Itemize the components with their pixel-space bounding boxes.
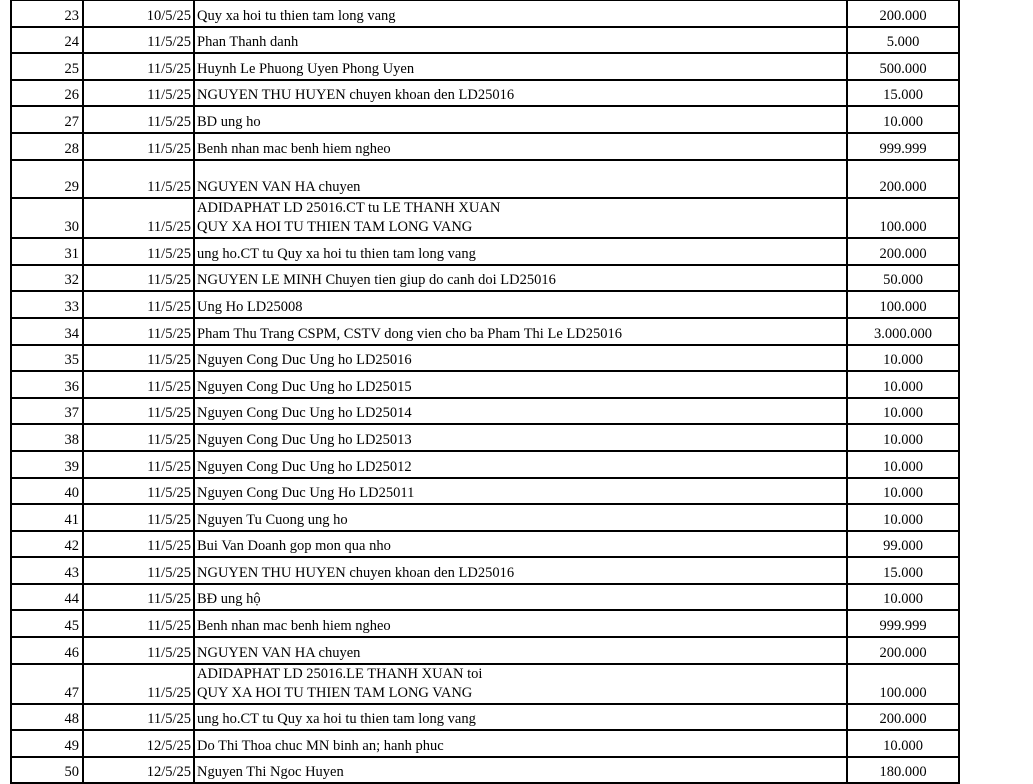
row-number-cell: 47 bbox=[11, 664, 83, 704]
description-line: Nguyen Thi Ngoc Huyen bbox=[197, 764, 344, 781]
date-cell: 11/5/25 bbox=[83, 198, 194, 238]
table-row bbox=[11, 0, 959, 27]
date-cell: 11/5/25 bbox=[83, 133, 194, 160]
amount-cell: 10.000 bbox=[847, 106, 959, 133]
amount-cell: 10.000 bbox=[847, 398, 959, 425]
description-cell bbox=[194, 757, 847, 784]
table-row bbox=[11, 27, 959, 54]
amount-cell: 200.000 bbox=[847, 637, 959, 664]
table-row bbox=[11, 198, 959, 238]
description-line: Benh nhan mac benh hiem ngheo bbox=[197, 140, 391, 157]
amount-cell: 200.000 bbox=[847, 160, 959, 199]
description-line: ung ho.CT tu Quy xa hoi tu thien tam long vang bbox=[197, 711, 476, 728]
table-row bbox=[11, 238, 959, 265]
table-row bbox=[11, 757, 959, 784]
description-line: Nguyen Cong Duc Ung ho LD25014 bbox=[197, 405, 412, 422]
row-number-cell: 30 bbox=[11, 198, 83, 238]
amount-cell: 15.000 bbox=[847, 80, 959, 107]
table-row bbox=[11, 133, 959, 160]
row-number-cell: 23 bbox=[11, 0, 83, 27]
row-number-cell: 26 bbox=[11, 80, 83, 107]
description-line: BD ung ho bbox=[197, 113, 261, 130]
table-row bbox=[11, 160, 959, 199]
description-cell bbox=[194, 584, 847, 611]
table-row bbox=[11, 345, 959, 372]
row-number-cell: 49 bbox=[11, 730, 83, 757]
row-number-cell: 36 bbox=[11, 371, 83, 398]
amount-cell: 100.000 bbox=[847, 198, 959, 238]
description-line: NGUYEN THU HUYEN chuyen khoan den LD25016 bbox=[197, 87, 515, 104]
date-cell: 11/5/25 bbox=[83, 371, 194, 398]
description-line: Pham Thu Trang CSPM, CSTV dong vien cho ba Pham Thi Le LD25016 bbox=[197, 325, 622, 342]
description-line: NGUYEN VAN HA chuyen bbox=[197, 179, 361, 196]
amount-cell: 10.000 bbox=[847, 451, 959, 478]
date-cell: 11/5/25 bbox=[83, 584, 194, 611]
date-cell: 11/5/25 bbox=[83, 53, 194, 80]
description-line: Nguyen Cong Duc Ung ho LD25015 bbox=[197, 378, 412, 395]
description-line: QUY XA HOI TU THIEN TAM LONG VANG bbox=[197, 684, 473, 701]
amount-cell: 999.999 bbox=[847, 133, 959, 160]
table-row bbox=[11, 318, 959, 345]
description-line: NGUYEN VAN HA chuyen bbox=[197, 644, 361, 661]
date-cell: 11/5/25 bbox=[83, 238, 194, 265]
description-cell bbox=[194, 345, 847, 372]
row-number-cell: 42 bbox=[11, 531, 83, 558]
table-row bbox=[11, 584, 959, 611]
description-line: Nguyen Tu Cuong ung ho bbox=[197, 511, 348, 528]
description-cell bbox=[194, 730, 847, 757]
amount-cell: 200.000 bbox=[847, 704, 959, 731]
row-number-cell: 38 bbox=[11, 424, 83, 451]
date-cell: 11/5/25 bbox=[83, 106, 194, 133]
row-number-cell: 41 bbox=[11, 504, 83, 531]
description-cell bbox=[194, 318, 847, 345]
amount-cell: 100.000 bbox=[847, 664, 959, 704]
description-line: Nguyen Cong Duc Ung ho LD25016 bbox=[197, 352, 412, 369]
description-cell bbox=[194, 133, 847, 160]
description-cell bbox=[194, 106, 847, 133]
table-row bbox=[11, 730, 959, 757]
description-cell bbox=[194, 610, 847, 637]
row-number-cell: 27 bbox=[11, 106, 83, 133]
amount-cell: 15.000 bbox=[847, 557, 959, 584]
row-number-cell: 39 bbox=[11, 451, 83, 478]
description-line: Do Thi Thoa chuc MN binh an; hanh phuc bbox=[197, 737, 444, 754]
row-number-cell: 44 bbox=[11, 584, 83, 611]
description-cell bbox=[194, 198, 847, 238]
description-line: Huynh Le Phuong Uyen Phong Uyen bbox=[197, 60, 415, 77]
amount-cell: 10.000 bbox=[847, 371, 959, 398]
table-row bbox=[11, 504, 959, 531]
description-line: Bui Van Doanh gop mon qua nho bbox=[197, 538, 391, 555]
table-row bbox=[11, 637, 959, 664]
description-cell bbox=[194, 371, 847, 398]
table-row bbox=[11, 371, 959, 398]
date-cell: 11/5/25 bbox=[83, 664, 194, 704]
date-cell: 11/5/25 bbox=[83, 637, 194, 664]
ledger-body bbox=[11, 0, 959, 783]
table-row bbox=[11, 664, 959, 704]
description-line: NGUYEN LE MINH Chuyen tien giup do canh doi LD25016 bbox=[197, 272, 556, 289]
date-cell: 11/5/25 bbox=[83, 398, 194, 425]
description-cell bbox=[194, 80, 847, 107]
description-cell bbox=[194, 265, 847, 292]
date-cell: 11/5/25 bbox=[83, 557, 194, 584]
description-line: Ung Ho LD25008 bbox=[197, 298, 303, 315]
date-cell: 11/5/25 bbox=[83, 531, 194, 558]
row-number-cell: 35 bbox=[11, 345, 83, 372]
amount-cell: 10.000 bbox=[847, 504, 959, 531]
date-cell: 11/5/25 bbox=[83, 27, 194, 54]
table-row bbox=[11, 265, 959, 292]
amount-cell: 200.000 bbox=[847, 0, 959, 27]
amount-cell: 100.000 bbox=[847, 291, 959, 318]
date-cell: 11/5/25 bbox=[83, 318, 194, 345]
amount-cell: 99.000 bbox=[847, 531, 959, 558]
amount-cell: 10.000 bbox=[847, 478, 959, 505]
table-row bbox=[11, 478, 959, 505]
amount-cell: 500.000 bbox=[847, 53, 959, 80]
amount-cell: 10.000 bbox=[847, 584, 959, 611]
description-line: Phan Thanh danh bbox=[197, 34, 299, 51]
description-cell bbox=[194, 398, 847, 425]
table-row bbox=[11, 704, 959, 731]
amount-cell: 10.000 bbox=[847, 730, 959, 757]
date-cell: 11/5/25 bbox=[83, 704, 194, 731]
description-line: Benh nhan mac benh hiem ngheo bbox=[197, 618, 391, 635]
date-cell: 12/5/25 bbox=[83, 730, 194, 757]
description-cell bbox=[194, 478, 847, 505]
description-cell bbox=[194, 451, 847, 478]
row-number-cell: 28 bbox=[11, 133, 83, 160]
date-cell: 11/5/25 bbox=[83, 265, 194, 292]
table-row bbox=[11, 451, 959, 478]
table-row bbox=[11, 398, 959, 425]
date-cell: 11/5/25 bbox=[83, 451, 194, 478]
amount-cell: 50.000 bbox=[847, 265, 959, 292]
row-number-cell: 50 bbox=[11, 757, 83, 784]
row-number-cell: 29 bbox=[11, 160, 83, 199]
description-line: QUY XA HOI TU THIEN TAM LONG VANG bbox=[197, 219, 473, 236]
amount-cell: 10.000 bbox=[847, 345, 959, 372]
table-row bbox=[11, 424, 959, 451]
amount-cell: 10.000 bbox=[847, 424, 959, 451]
description-cell bbox=[194, 0, 847, 27]
description-cell bbox=[194, 664, 847, 704]
row-number-cell: 25 bbox=[11, 53, 83, 80]
amount-cell: 180.000 bbox=[847, 757, 959, 784]
table-row bbox=[11, 531, 959, 558]
description-line: ung ho.CT tu Quy xa hoi tu thien tam long vang bbox=[197, 245, 476, 262]
description-cell bbox=[194, 557, 847, 584]
description-cell bbox=[194, 424, 847, 451]
description-cell bbox=[194, 160, 847, 199]
table-row bbox=[11, 291, 959, 318]
description-cell bbox=[194, 238, 847, 265]
row-number-cell: 24 bbox=[11, 27, 83, 54]
row-number-cell: 34 bbox=[11, 318, 83, 345]
description-line: Nguyen Cong Duc Ung Ho LD25011 bbox=[197, 485, 415, 502]
description-line: ADIDAPHAT LD 25016.LE THANH XUAN toi bbox=[197, 665, 483, 682]
date-cell: 11/5/25 bbox=[83, 424, 194, 451]
row-number-cell: 48 bbox=[11, 704, 83, 731]
amount-cell: 5.000 bbox=[847, 27, 959, 54]
description-cell bbox=[194, 53, 847, 80]
description-cell bbox=[194, 637, 847, 664]
row-number-cell: 32 bbox=[11, 265, 83, 292]
date-cell: 12/5/25 bbox=[83, 757, 194, 784]
row-number-cell: 37 bbox=[11, 398, 83, 425]
row-number-cell: 45 bbox=[11, 610, 83, 637]
date-cell: 11/5/25 bbox=[83, 610, 194, 637]
table-row bbox=[11, 80, 959, 107]
row-number-cell: 43 bbox=[11, 557, 83, 584]
table-row bbox=[11, 610, 959, 637]
description-line: BĐ ung hộ bbox=[197, 591, 261, 608]
date-cell: 11/5/25 bbox=[83, 345, 194, 372]
row-number-cell: 31 bbox=[11, 238, 83, 265]
amount-cell: 3.000.000 bbox=[847, 318, 959, 345]
date-cell: 11/5/25 bbox=[83, 504, 194, 531]
description-line: ADIDAPHAT LD 25016.CT tu LE THANH XUAN bbox=[197, 200, 501, 217]
date-cell: 11/5/25 bbox=[83, 80, 194, 107]
donation-ledger-table bbox=[10, 0, 960, 784]
amount-cell: 999.999 bbox=[847, 610, 959, 637]
row-number-cell: 40 bbox=[11, 478, 83, 505]
date-cell: 11/5/25 bbox=[83, 160, 194, 199]
date-cell: 11/5/25 bbox=[83, 478, 194, 505]
description-cell bbox=[194, 291, 847, 318]
description-line: NGUYEN THU HUYEN chuyen khoan den LD25016 bbox=[197, 564, 515, 581]
table-row bbox=[11, 106, 959, 133]
description-cell bbox=[194, 504, 847, 531]
row-number-cell: 33 bbox=[11, 291, 83, 318]
table-row bbox=[11, 557, 959, 584]
amount-cell: 200.000 bbox=[847, 238, 959, 265]
description-line: Nguyen Cong Duc Ung ho LD25013 bbox=[197, 431, 412, 448]
date-cell: 10/5/25 bbox=[83, 0, 194, 27]
description-cell bbox=[194, 704, 847, 731]
description-cell bbox=[194, 27, 847, 54]
description-line: Quy xa hoi tu thien tam long vang bbox=[197, 7, 396, 24]
description-line: Nguyen Cong Duc Ung ho LD25012 bbox=[197, 458, 412, 475]
row-number-cell: 46 bbox=[11, 637, 83, 664]
table-row bbox=[11, 53, 959, 80]
date-cell: 11/5/25 bbox=[83, 291, 194, 318]
description-cell bbox=[194, 531, 847, 558]
